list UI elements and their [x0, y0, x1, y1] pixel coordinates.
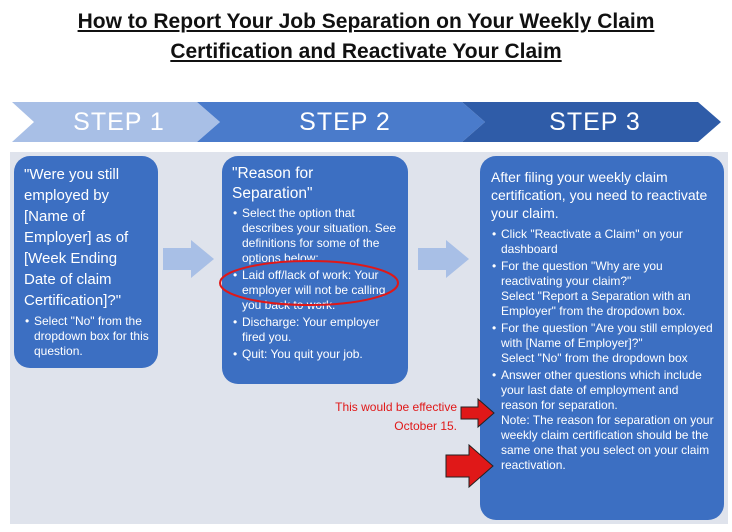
step-1-question: "Were you still employed by [Name of Employer] as of [Week Ending Date of claim Certification]?"	[24, 166, 129, 309]
list-item: • Laid off/lack of work: Your employer will not be calling you back to work.	[242, 268, 398, 313]
step-3-heading: After filing your weekly claim certification, you need to reactivate your claim.	[491, 169, 708, 221]
page-title-line-2: Certification and Reactivate Your Claim	[170, 40, 562, 63]
red-arrow-icon	[446, 445, 493, 487]
list-item: • Select "No" from the dropdown box for this question.	[34, 314, 150, 359]
highlight-ellipse	[220, 261, 398, 305]
list-item: • For the question "Are you still employed with [Name of Employer]?" Select "No" from the dropdown box	[501, 321, 714, 366]
step-1-label: STEP 1	[73, 108, 165, 136]
flow-arrow-2	[418, 240, 469, 278]
list-item: • Click "Reactivate a Claim" on your dashboard	[501, 227, 714, 257]
step-2-label: STEP 2	[299, 108, 391, 136]
list-item: • Quit: You quit your job.	[242, 347, 398, 362]
list-item: • Discharge: Your employer fired you.	[242, 315, 398, 345]
step-2-heading: "Reason for Separation"	[232, 165, 314, 202]
annotation-line-2: October 15.	[394, 419, 457, 433]
list-item: • For the question "Why are you reactivating your claim?" Select "Report a Separation with an Employer" from the dropdown box.	[501, 259, 714, 319]
list-item: • Answer other questions which include your last date of employment and reason for separation. Note: The reason for separation on your weekly claim certification should be the same one that you select on your claim reactivation.	[501, 368, 714, 473]
page-title-line-1: How to Report Your Job Separation on Your Weekly Claim	[77, 10, 655, 33]
flow-arrow-1	[163, 240, 214, 278]
annotation-line-1: This would be effective	[335, 400, 457, 414]
step-3-label: STEP 3	[549, 108, 641, 136]
list-item: • Select the option that describes your situation. See definitions for some of the options below:	[242, 206, 398, 266]
red-arrow-icon	[461, 399, 494, 427]
